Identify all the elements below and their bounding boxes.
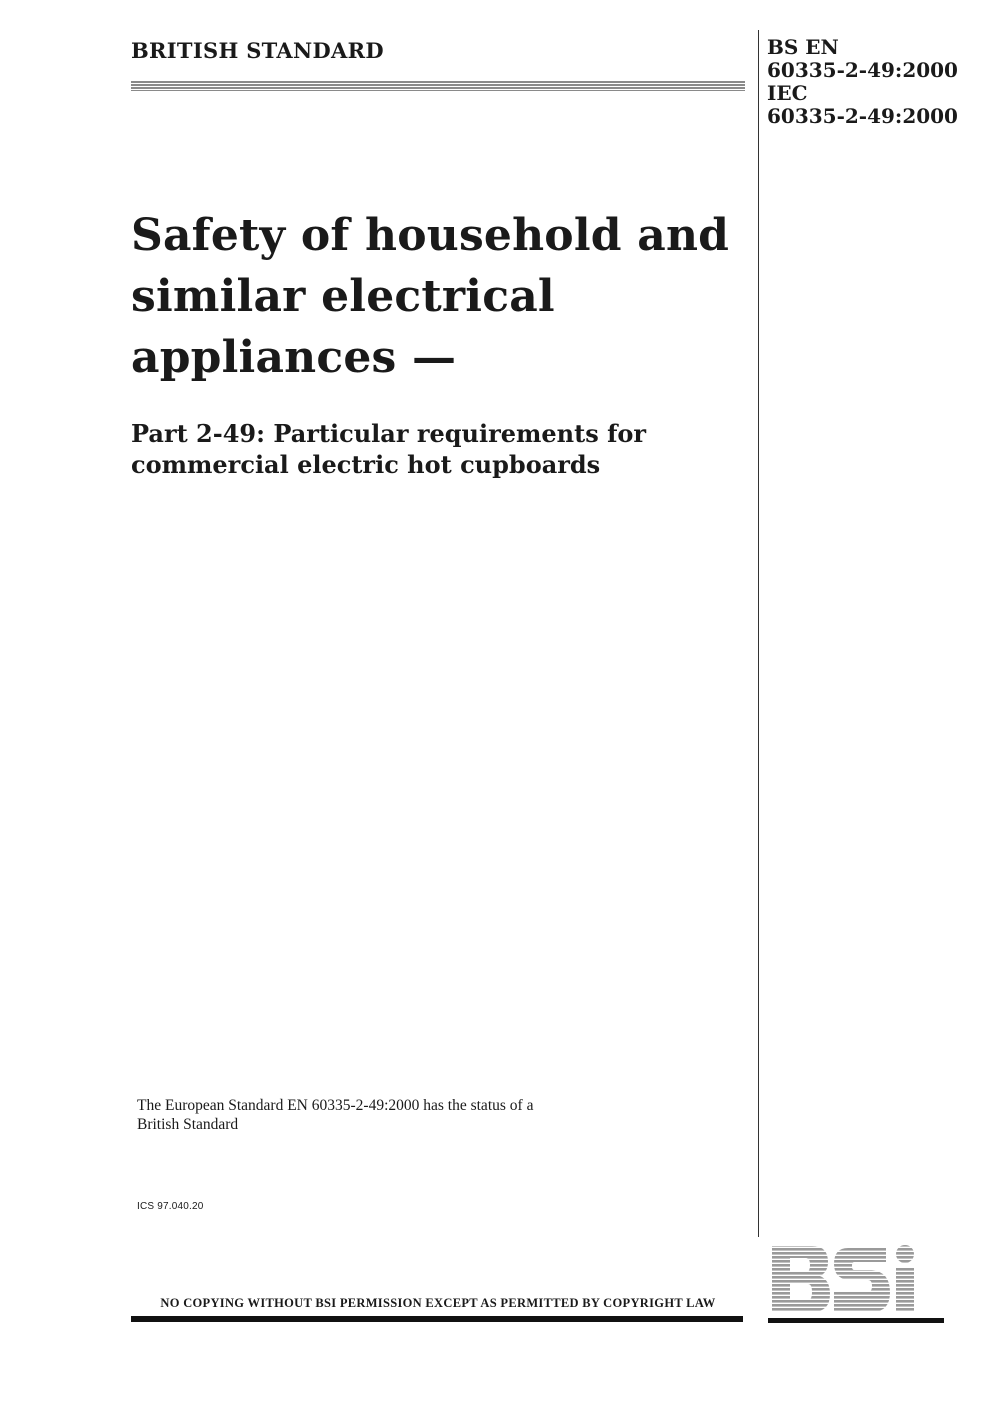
document-title xyxy=(131,205,741,388)
copyright-rule xyxy=(131,1316,743,1322)
title-line: similar electrical xyxy=(131,271,555,322)
status-note-line: The European Standard EN 60335-2-49:2000 has the status of a xyxy=(137,1097,534,1114)
standard-number-line: 60335-2-49:2000 xyxy=(767,104,958,128)
title-line: appliances — xyxy=(131,332,457,383)
standard-number-line: IEC xyxy=(767,81,808,105)
standard-number-line: 60335-2-49:2000 xyxy=(767,58,958,82)
title-line: Safety of household and xyxy=(131,210,730,261)
status-note-line: British Standard xyxy=(137,1116,239,1133)
status-note xyxy=(137,1096,637,1134)
document-type-label: BRITISH STANDARD xyxy=(131,38,384,63)
header-rule xyxy=(131,81,745,91)
copyright-notice: NO COPYING WITHOUT BSI PERMISSION EXCEPT AS PERMITTED BY COPYRIGHT LAW xyxy=(160,1296,716,1310)
vertical-divider xyxy=(758,30,759,1237)
standard-number-line: BS EN xyxy=(767,35,839,59)
subtitle-line: commercial electric hot cupboards xyxy=(131,450,601,479)
subtitle-line: Part 2-49: Particular requirements for xyxy=(131,419,647,448)
bsi-logo-icon xyxy=(768,1240,944,1324)
document-subtitle xyxy=(131,418,741,480)
standard-number-block xyxy=(767,36,958,128)
ics-code: ICS 97.040.20 xyxy=(137,1201,204,1212)
